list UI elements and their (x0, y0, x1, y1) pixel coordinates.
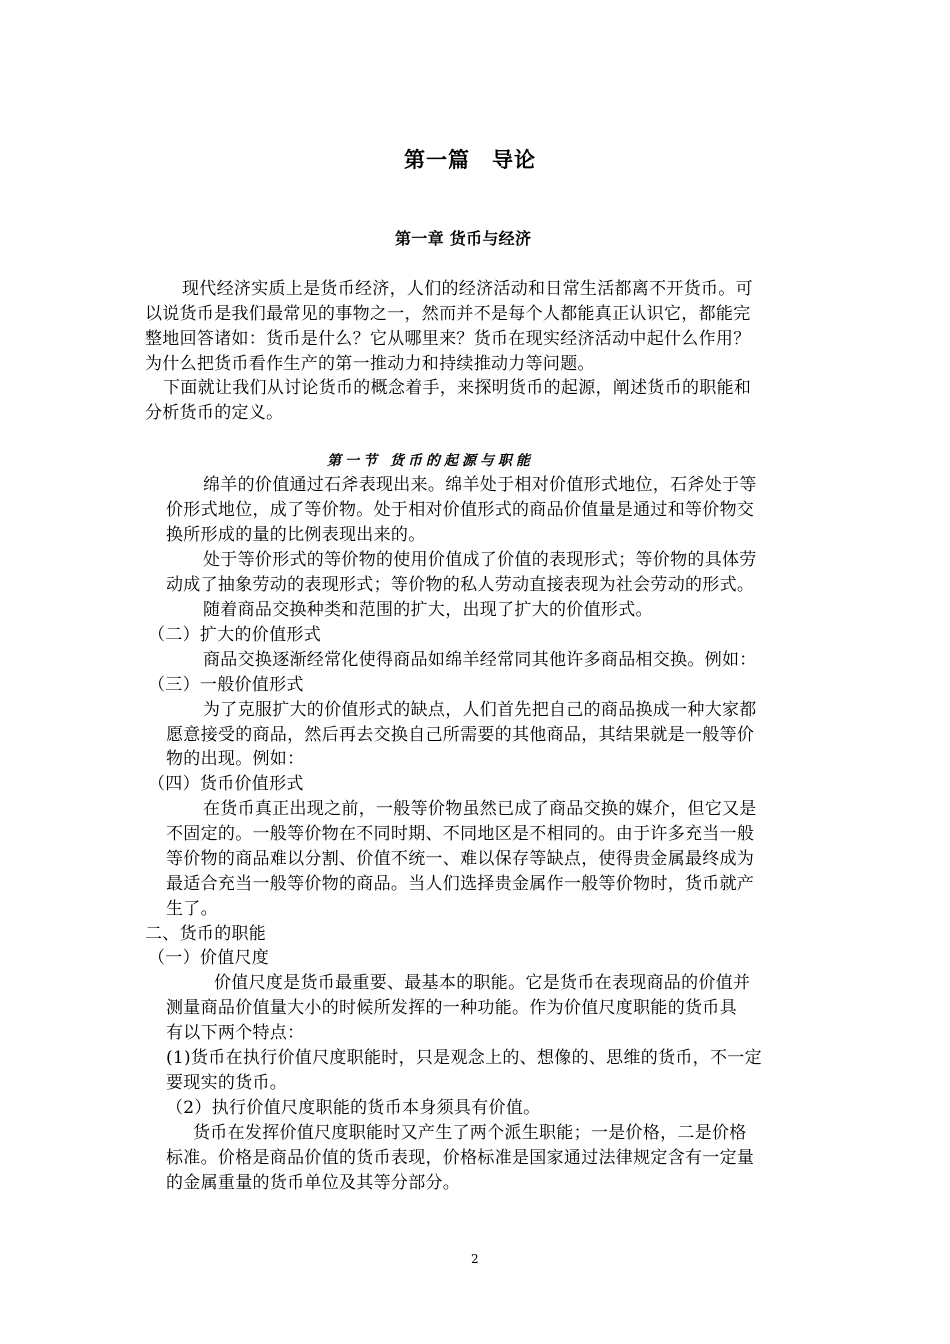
body-line: 测量商品价值量大小的时候所发挥的一种功能。作为价值尺度职能的货币具 (166, 998, 737, 1018)
body-line: 等价物的商品难以分割、价值不统一、难以保存等缺点，使得贵金属最终成为 (166, 849, 755, 869)
body-line: 商品交换逐渐经常化使得商品如绵羊经常同其他许多商品相交换。例如： (203, 650, 757, 670)
body-line: 换所形成的量的比例表现出来的。 (166, 525, 426, 545)
intro-line: 下面就让我们从讨论货币的概念着手，来探明货币的起源，阐述货币的职能和 (163, 378, 752, 398)
body-line: 动成了抽象劳动的表现形式；等价物的私人劳动直接表现为社会劳动的形式。 (166, 575, 755, 595)
body-line: 生了。 (166, 899, 218, 919)
page-number: 2 (471, 1252, 479, 1266)
intro-line: 现代经济实质上是货币经济，人们的经济活动和日常生活都离不开货币。可 (182, 279, 753, 299)
body-line: 在货币真正出现之前，一般等价物虽然已成了商品交换的媒介，但它又是 (203, 799, 757, 819)
body-line: 处于等价形式的等价物的使用价值成了价值的表现形式；等价物的具体劳 (203, 550, 757, 570)
body-line: 不固定的。一般等价物在不同时期、不同地区是不相同的。由于许多充当一般 (166, 824, 755, 844)
body-line: 为了克服扩大的价值形式的缺点，人们首先把自己的商品换成一种大家都 (203, 700, 757, 720)
body-line: 绵羊的价值通过石斧表现出来。绵羊处于相对价值形式地位，石斧处于等 (203, 475, 757, 495)
body-line: 价值尺度是货币最重要、最基本的职能。它是货币在表现商品的价值并 (214, 973, 751, 993)
body-line: 最适合充当一般等价物的商品。当人们选择贵金属作一般等价物时，货币就产 (166, 874, 755, 894)
intro-line: 分析货币的定义。 (145, 403, 284, 423)
intro-line: 为什么把货币看作生产的第一推动力和持续推动力等问题。 (145, 354, 595, 374)
subheading: 二、货币的职能 (145, 924, 267, 944)
intro-line: 整地回答诸如：货币是什么？它从哪里来？货币在现实经济活动中起什么作用？ (145, 329, 751, 349)
intro-line: 以说货币是我们最常见的事物之一，然而并不是每个人都能真正认识它，都能完 (145, 304, 751, 324)
body-line: 货币在发挥价值尺度职能时又产生了两个派生职能；一是价格，二是价格 (193, 1123, 747, 1143)
chapter-title: 第一章 货币与经济 (395, 229, 532, 248)
body-line: （2）执行价值尺度职能的货币本身须具有价值。 (166, 1098, 541, 1118)
part-title: 第一篇 导论 (404, 147, 536, 172)
subheading: （一）价值尺度 (148, 948, 270, 968)
body-line: 有以下两个特点： (166, 1023, 305, 1043)
section-title: 第一节 货币的起源与职能 (327, 453, 534, 469)
body-line: 价形式地位，成了等价物。处于相对价值形式的商品价值量是通过和等价物交 (166, 500, 755, 520)
body-line: 物的出现。例如： (166, 749, 305, 769)
subheading: （三）一般价值形式 (148, 675, 304, 695)
body-line: 的金属重量的货币单位及其等分部分。 (166, 1173, 461, 1193)
subheading: （二）扩大的价值形式 (148, 625, 321, 645)
subheading: （四）货币价值形式 (148, 774, 304, 794)
body-line: (1)货币在执行价值尺度职能时，只是观念上的、想像的、思维的货币，不一定 (166, 1048, 762, 1068)
body-line: 随着商品交换种类和范围的扩大，出现了扩大的价值形式。 (203, 600, 653, 620)
body-line: 要现实的货币。 (166, 1073, 288, 1093)
body-line: 标准。价格是商品价值的货币表现，价格标准是国家通过法律规定含有一定量 (166, 1148, 755, 1168)
body-line: 愿意接受的商品，然后再去交换自己所需要的其他商品，其结果就是一般等价 (166, 725, 755, 745)
